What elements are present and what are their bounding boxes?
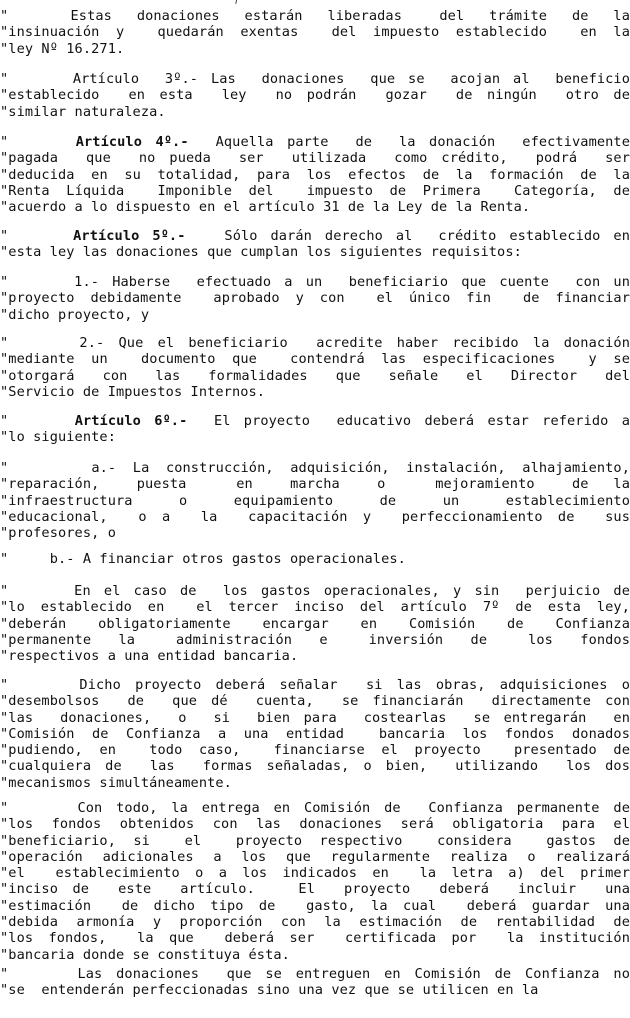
text-line: "desembolsos de que dé cuenta, se financiarán directamente con [0, 693, 630, 710]
text-line: "reparación, puesta en marcha o mejoramiento de la [0, 476, 630, 493]
text-line: "insinuación y quedarán exentas del impuesto establecido en la [0, 24, 630, 41]
text-line: "similar naturaleza. [0, 103, 166, 120]
article-heading: Artículo 5º.- [73, 228, 186, 244]
text-line: " Artículo 4º.- Aquella parte de la donación efectivamente [0, 134, 630, 150]
text-line: "Comisión de Confianza a una entidad bancaria los fondos donados [0, 725, 630, 742]
text-line: "permanente la administración e inversión de los fondos [0, 631, 630, 648]
text-line: "debida armonía y proporción con la estimación de rentabilidad de [0, 914, 630, 931]
text-line: "Servicio de Impuestos Internos. [0, 383, 266, 400]
text-line: "proyecto debidamente aprobado y con el único fin de financiar [0, 290, 630, 307]
paragraph-p8 [0, 460, 630, 541]
text-line: "deberán obligatoriamente encargar en Comisión de Confianza [0, 615, 630, 632]
text-line: "dicho proyecto, y [0, 306, 150, 323]
text-line: "pudiendo, en todo caso, financiarse el proyecto presentado de [0, 742, 630, 759]
text-line: "beneficiario, si el proyecto respectivo considera gastos de [0, 832, 630, 849]
text-line: "establecido en esta ley no podrán gozar de ningún otro de [0, 87, 630, 104]
paragraph-p10 [0, 583, 630, 664]
article-heading: Artículo 6º.- [74, 413, 188, 429]
paragraph-p2 [0, 71, 630, 120]
text-line: "ley Nº 16.271. [0, 40, 125, 57]
paragraph-p1 [0, 8, 630, 57]
text-line: "acuerdo a lo dispuesto en el artículo 31 de la Ley de la Renta. [0, 199, 531, 216]
text-line: "las donaciones, o si bien para costearlas se entregarán en [0, 709, 630, 726]
text-line: "educacional, o a la capacitación y perfeccionamiento de sus [0, 508, 630, 525]
paragraph-p5 [0, 274, 630, 323]
paragraph-p9 [0, 551, 630, 567]
text-line: "infraestructura o equipamiento de un establecimiento [0, 492, 630, 509]
text-line: "inciso de este artículo. El proyecto deberá incluir una [0, 881, 630, 898]
text-line: "Renta Líquida Imponible del impuesto de Primera Categoría, de [0, 182, 630, 199]
text-line: "lo siguiente: [0, 429, 116, 446]
text-line: " Artículo 6º.- El proyecto educativo deberá estar referido a [0, 413, 630, 429]
text-line: " En el caso de los gastos operacionales, y sin perjuicio de [0, 583, 630, 599]
text-line: "estimación de dicho tipo de gasto, la cual deberá guardar una [0, 897, 630, 914]
text-line: " Dicho proyecto deberá señalar si las obras, adquisiciones o [0, 677, 630, 693]
text-line: " b.- A financiar otros gastos operacionales. [0, 551, 406, 567]
text-line: "operación adicionales a los que regularmente realiza o realizará [0, 848, 630, 865]
text-line: "otorgará con las formalidades que señale el Director del [0, 367, 630, 384]
text-line: "mecanismos simultáneamente. [0, 774, 232, 791]
text-line: "cualquiera de las formas señaladas, o bien, utilizando los dos [0, 758, 630, 775]
text-line: "el establecimiento o a los indicados en la letra a) del primer [0, 865, 630, 882]
text-line: " Con todo, la entrega en Comisión de Confianza permanente de [0, 800, 630, 816]
text-line: " 2.- Que el beneficiario acredite haber recibido la donación [0, 335, 630, 351]
text-line: "esta ley las donaciones que cumplan los siguientes requisitos: [0, 244, 522, 261]
paragraph-p11 [0, 677, 630, 791]
text-line: " 1.- Haberse efectuado a un beneficiario que cuente con un [0, 274, 630, 290]
text-line: "deducida en su totalidad, para los efectos de la formación de la [0, 166, 630, 183]
paragraph-p12 [0, 800, 630, 963]
text-line: "pagada que no pueda ser utilizada como crédito, podrá ser [0, 150, 630, 167]
text-line: " a.- La construcción, adquisición, instalación, alhajamiento, [0, 460, 630, 476]
text-line: " Artículo 5º.- Sólo darán derecho al crédito establecido en [0, 228, 630, 244]
text-line: "los fondos obtenidos con las donaciones será obligatoria para el [0, 816, 630, 833]
text-line: "mediante un documento que contendrá las especificaciones y se [0, 351, 630, 368]
paragraph-p3 [0, 134, 630, 215]
article-heading: Artículo 4º.- [75, 134, 189, 150]
paragraph-p4 [0, 228, 630, 261]
text-line: "respectivos a una entidad bancaria. [0, 648, 299, 665]
text-line: " Artículo 3º.- Las donaciones que se acojan al beneficio [0, 71, 630, 87]
pen-mark [235, 0, 239, 4]
paragraph-p7 [0, 413, 630, 446]
text-line: "bancaria donde se constituya ésta. [0, 946, 290, 963]
text-line: "los fondos, la que deberá ser certificada por la institución [0, 930, 630, 947]
paragraph-p13 [0, 966, 630, 999]
text-line: "profesores, o [0, 525, 116, 542]
text-line: " Estas donaciones estarán liberadas del trámite de la [0, 8, 630, 24]
paragraph-p6 [0, 335, 630, 400]
text-line: "lo establecido en el tercer inciso del artículo 7º de esta ley, [0, 599, 630, 616]
text-line: " Las donaciones que se entreguen en Comisión de Confianza no [0, 966, 630, 982]
text-line: "se entenderán perfeccionadas sino una vez que se utilicen en la [0, 982, 539, 999]
